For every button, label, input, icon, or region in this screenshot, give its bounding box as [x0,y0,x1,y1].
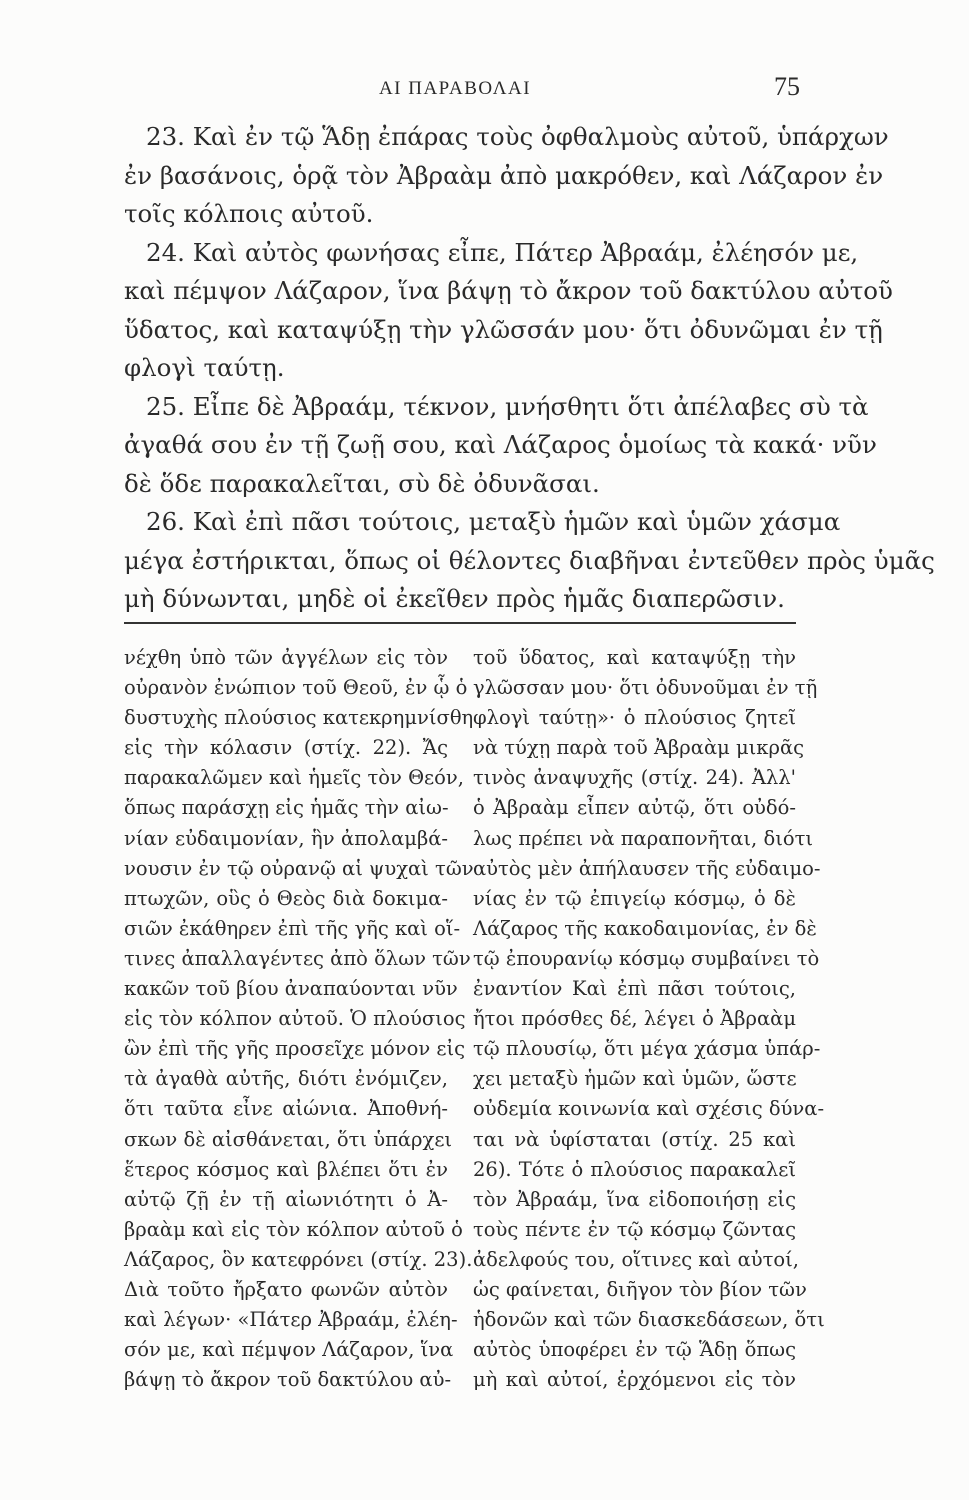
commentary-line-left: οὐρανὸν ἐνώπιον τοῦ Θεοῦ, ἐν ᾧ ὁ [124,676,468,700]
main-text-line: 24. Καὶ αὐτὸς φωνήσας εἶπε, Πάτερ Ἀβραάμ, ἐλέησόν με, [146,237,859,267]
commentary-line-right: ται νὰ ὑφίσταται (στίχ. 25 καὶ [473,1127,796,1151]
commentary-line-right: τοῦ ὕδατος, καὶ καταψύξῃ τὴν [473,646,796,669]
commentary-column-left [124,643,474,1395]
footnote-divider [124,622,796,624]
commentary-line-right: νίας ἐν τῷ ἐπιγείῳ κόσμῳ, ὁ δὲ [473,886,796,910]
commentary-line-left: βάψῃ τὸ ἄκρον τοῦ δακτύλου αὐ- [124,1368,452,1392]
commentary-line-left: ὅτι ταῦτα εἶνε αἰώνια. Ἀποθνή- [124,1097,448,1121]
main-text-line: δὲ ὅδε παρακαλεῖται, σὺ δὲ ὀδυνᾶσαι. [124,468,600,498]
commentary-line-left: σιῶν ἐκάθηρεν ἐπὶ τῆς γῆς καὶ οἵ- [124,916,461,940]
main-text-line: 26. Καὶ ἐπὶ πᾶσι τούτοις, μεταξὺ ἡμῶν καὶ ὑμῶν χάσμα [146,507,841,536]
commentary-line-right: τινὸς ἀναψυχῆς (στίχ. 24). Ἀλλ' [473,766,796,790]
page-number: 75 [774,72,800,101]
commentary-line-right: χει μεταξὺ ἡμῶν καὶ ὑμῶν, ὥστε [473,1067,797,1091]
commentary-line-left: παρακαλῶμεν καὶ ἡμεῖς τὸν Θεόν, [124,766,464,790]
main-text-line: 23. Καὶ ἐν τῷ Ἅδῃ ἐπάρας τοὺς ὀφθαλμοὺς αὐτοῦ, ὑπάρχων [146,122,889,151]
commentary-line-right: ἡδονῶν καὶ τῶν διασκεδάσεων, ὅτι [473,1308,825,1332]
main-text-line: μέγα ἐστήρικται, ὅπως οἱ θέλοντες διαβῆναι ἐντεῦθεν πρὸς ὑμᾶς [124,545,935,575]
commentary-line-right: αὐτὸς ὑποφέρει ἐν τῷ Ἅδῃ ὅπως [473,1338,796,1362]
commentary-line-left: τὰ ἀγαθὰ αὐτῆς, διότι ἐνόμιζεν, [124,1067,448,1091]
commentary-line-right: ὁ Ἀβραὰμ εἶπεν αὐτῷ, ὅτι οὐδό- [473,796,796,820]
commentary-line-right: νὰ τύχῃ παρὰ τοῦ Ἀβραὰμ μικρᾶς [473,736,805,760]
commentary-line-right: οὐδεμία κοινωνία καὶ σχέσις δύνα- [473,1097,825,1121]
main-text-line: 25. Εἶπε δὲ Ἀβραάμ, τέκνον, μνήσθητι ὅτι ἀπέλαβες σὺ τὰ [146,391,869,421]
commentary-line-right: ὡς φαίνεται, διῆγον τὸν βίον τῶν [473,1277,807,1301]
commentary-line-right: τὸν Ἀβραάμ, ἵνα εἰδοποιήσῃ εἰς [473,1187,796,1211]
main-text-line: φλογὶ ταύτῃ. [124,353,285,382]
commentary-line-left: εἰς τὴν κόλασιν (στίχ. 22). Ἄς [124,736,448,760]
commentary-line-right: φλογὶ ταύτῃ»· ὁ πλούσιος ζητεῖ [473,706,796,730]
main-text-line: καὶ πέμψον Λάζαρον, ἵνα βάψῃ τὸ ἄκρον τοῦ δακτύλου αὐτοῦ [124,276,893,305]
commentary-line-left: ἕτερος κόσμος καὶ βλέπει ὅτι ἐν [124,1157,448,1181]
commentary-line-left: Λάζαρος, ὃν κατεφρόνει (στίχ. 23). [124,1247,473,1271]
commentary-column-right [473,643,825,1395]
running-title: ΑΙ ΠΑΡΑΒΟΛΑΙ [378,78,532,99]
commentary-line-right: αὐτὸς μὲν ἀπήλαυσεν τῆς εὐδαιμο- [473,856,821,880]
main-text-line: ἀγαθά σου ἐν τῇ ζωῇ σου, καὶ Λάζαρος ὁμοίως τὰ κακά· νῦν [124,430,877,459]
commentary-line-left: Διὰ τοῦτο ἤρξατο φωνῶν αὐτὸν [124,1277,448,1301]
commentary-line-left: σκων δὲ αἰσθάνεται, ὅτι ὑπάρχει [124,1127,453,1151]
main-text-line: τοῖς κόλποις αὐτοῦ. [124,199,374,228]
commentary-line-right: ἀδελφούς του, οἵτινες καὶ αὐτοί, [473,1247,800,1271]
commentary-line-left: ὢν ἐπὶ τῆς γῆς προσεῖχε μόνον εἰς [124,1037,466,1061]
commentary-line-left: καὶ λέγων· «Πάτερ Ἀβραάμ, ἐλέη- [124,1308,458,1332]
commentary-line-right: Λάζαρος τῆς κακοδαιμονίας, ἐν δὲ [473,916,817,940]
commentary-line-left: εἰς τὸν κόλπον αὐτοῦ. Ὁ πλούσιος [124,1007,466,1031]
commentary-line-left: ὅπως παράσχῃ εἰς ἡμᾶς τὴν αἰω- [124,796,449,820]
commentary-line-left: σόν με, καὶ πέμψον Λάζαρον, ἵνα [124,1338,454,1362]
commentary-line-right: τῷ πλουσίῳ, ὅτι μέγα χάσμα ὑπάρ- [473,1037,821,1061]
commentary-line-left: τινες ἀπαλλαγέντες ἀπὸ ὅλων τῶν [124,946,471,970]
commentary-line-right: τῷ ἐπουρανίῳ κόσμῳ συμβαίνει τὸ [473,946,820,970]
commentary-line-right: ἤτοι πρόσθες δέ, λέγει ὁ Ἀβραὰμ [473,1007,796,1031]
commentary-line-left: κακῶν τοῦ βίου ἀναπαύονται νῦν [124,977,458,1001]
commentary-line-left: νέχθη ὑπὸ τῶν ἀγγέλων εἰς τὸν [124,646,448,669]
main-text-line: μὴ δύνωνται, μηδὲ οἱ ἐκεῖθεν πρὸς ἡμᾶς διαπερῶσιν. [124,584,785,613]
commentary-line-right: λως πρέπει νὰ παραπονῆται, διότι [473,826,814,850]
commentary-line-left: αὐτῷ ζῇ ἐν τῇ αἰωνιότητι ὁ Ἀ- [124,1187,448,1211]
commentary-line-left: νίαν εὐδαιμονίαν, ἣν ἀπολαμβά- [124,826,448,850]
commentary-line-left: νουσιν ἐν τῷ οὐρανῷ αἱ ψυχαὶ τῶν [124,856,474,880]
main-text-line: ὕδατος, καὶ καταψύξῃ τὴν γλῶσσάν μου· ὅτι ὀδυνῶμαι ἐν τῇ [124,314,883,344]
commentary-line-right: μὴ καὶ αὐτοί, ἐρχόμενοι εἰς τὸν [473,1368,796,1392]
running-header [110,72,800,104]
commentary-line-right: γλῶσσαν μου· ὅτι ὀδυνοῦμαι ἐν τῇ [473,676,818,700]
commentary-line-left: πτωχῶν, οὓς ὁ Θεὸς διὰ δοκιμα- [124,886,448,910]
main-text-block [124,118,935,619]
commentary-line-left: δυστυχὴς πλούσιος κατεκρημνίσθη [124,706,474,730]
main-text-line: ἐν βασάνοις, ὁρᾷ τὸν Ἀβραὰμ ἀπὸ μακρόθεν, καὶ Λάζαρον ἐν [124,160,884,190]
commentary-line-right: 26). Τότε ὁ πλούσιος παρακαλεῖ [473,1157,796,1181]
commentary-line-left: βραὰμ καὶ εἰς τὸν κόλπον αὐτοῦ ὁ [124,1217,463,1241]
commentary-line-right: ἐναντίον Καὶ ἐπὶ πᾶσι τούτοις, [473,977,796,1001]
commentary-line-right: τοὺς πέντε ἐν τῷ κόσμῳ ζῶντας [473,1217,796,1241]
